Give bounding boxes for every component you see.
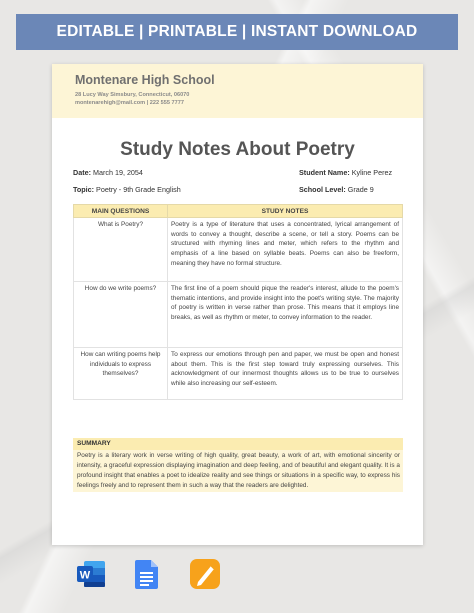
topic-field xyxy=(73,185,181,194)
question-cell: How can writing poems help individuals to express themselves? xyxy=(74,348,168,400)
document-page xyxy=(52,64,423,545)
notes-cell: To express our emotions through pen and paper, we must be open and honest about them. This is the first step toward truly expressing ourselves. This acknowledgment of our innermost thoughts allows us to be true to ourselves while also increasing our self-esteem. xyxy=(168,348,403,400)
student-label: Student Name: xyxy=(299,168,350,177)
google-docs-icon[interactable] xyxy=(132,558,162,590)
date-field xyxy=(73,168,143,177)
question-cell: How do we write poems? xyxy=(74,282,168,348)
app-icons xyxy=(75,558,219,590)
date-label: Date: xyxy=(73,168,91,177)
school-name: Montenare High School xyxy=(75,73,215,87)
page-title: Study Notes About Poetry xyxy=(120,139,355,160)
svg-text:W: W xyxy=(79,569,91,582)
student-value: Kyline Perez xyxy=(351,168,393,177)
school-level-field xyxy=(299,185,374,194)
pages-icon[interactable] xyxy=(189,558,219,590)
level-value: Grade 9 xyxy=(347,185,374,194)
level-label: School Level: xyxy=(299,185,346,194)
question-cell: What is Poetry? xyxy=(74,218,168,282)
date-value: March 19, 2054 xyxy=(92,168,143,177)
word-icon[interactable] xyxy=(75,558,105,590)
school-address: 28 Lucy Way Simsbury, Connecticut, 06070 xyxy=(75,92,190,98)
notes-cell: Poetry is a type of literature that uses a concentrated, lyrical arrangement of words to convey a thought, describe a scene, or tell a story. Poems can be structured with rhyming lines and meter, which refers to the rhythm and emphasis of a line based on syllable beats. Poems can also be freeform, meaning they have no formal structure. xyxy=(168,218,403,282)
banner: EDITABLE | PRINTABLE | INSTANT DOWNLOAD xyxy=(16,14,458,50)
header-main-questions: MAIN QUESTIONS xyxy=(74,205,168,218)
school-header xyxy=(52,64,423,118)
summary-heading: SUMMARY xyxy=(73,438,403,450)
school-contact: montenarehigh@mail.com | 222 555 7777 xyxy=(75,100,184,106)
topic-value: Poetry - 9th Grade English xyxy=(96,185,181,194)
notes-cell: The first line of a poem should pique the reader's interest, allude to the poem's thematic intentions, and provide insight into the poet's writing style. The majority of poetry is written in verse rather than prose. This means that it employs line breaks, as well as rhythm or meter, to convey information to the reader. xyxy=(168,282,403,348)
table-row xyxy=(74,348,403,400)
table-row xyxy=(74,282,403,348)
student-name-field xyxy=(299,168,392,177)
summary-box xyxy=(73,438,403,492)
topic-label: Topic: xyxy=(73,185,95,194)
study-notes-table xyxy=(73,204,403,400)
summary-text: Poetry is a literary work in verse writing of high quality, great beauty, a work of art, with emotional sincerity or intensity, a graceful expression displaying imagination and deep feeling, and of beautiful and elegant quality. It is a profound insight that enables a poet to idealize reality and see things or situations in a specific way, to express his feelings freely and to represent them in such a way that the readers are delighted. xyxy=(77,452,400,489)
header-study-notes: STUDY NOTES xyxy=(168,205,403,218)
table-row xyxy=(74,218,403,282)
